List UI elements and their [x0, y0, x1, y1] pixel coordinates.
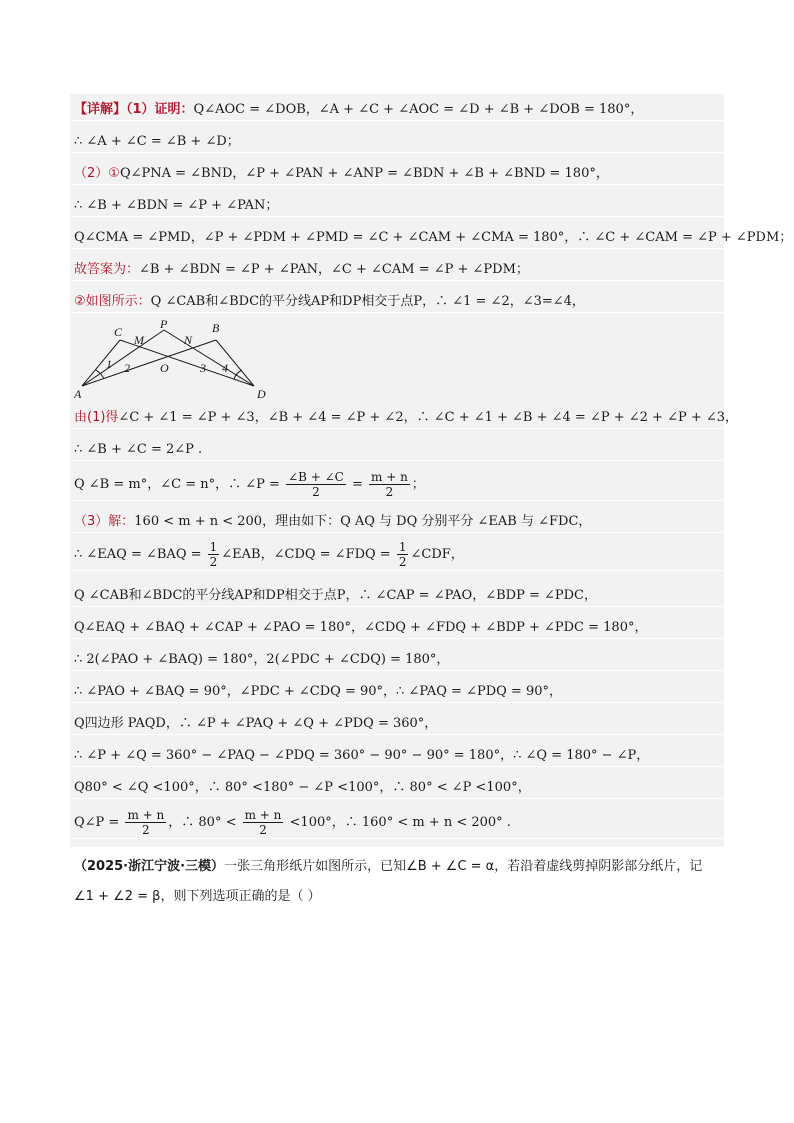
solution-line-20-mid: ，∴ 80° < — [168, 815, 241, 830]
solution-line-8-text: ∠C + ∠1 = ∠P + ∠3，∠B + ∠4 = ∠P + ∠2，∴ ∠C + ∠1 + ∠B + ∠4 = ∠P + ∠2 + ∠P + ∠3， — [118, 410, 739, 425]
solution-line-13 — [70, 586, 724, 607]
solution-line-10 — [70, 470, 724, 501]
question-line-2: ∠1 + ∠2 = β，则下列选项正确的是（ ） — [74, 889, 321, 904]
solution-line-19 — [70, 778, 724, 799]
solution-line-2 — [70, 132, 724, 153]
solution-line-2-text: ∴ ∠A + ∠C = ∠B + ∠D； — [74, 134, 240, 149]
solution-line-1 — [70, 100, 724, 121]
solution-line-8-label: 由(1)得 — [74, 410, 119, 425]
solution-line-20-fraction-1-numerator: m + n — [127, 808, 165, 822]
solution-line-10-fraction-1-denominator: 2 — [312, 485, 320, 499]
solution-line-10-post: ； — [411, 477, 425, 492]
solution-line-12-fraction-1 — [208, 540, 220, 569]
solution-line-10-fraction-2 — [369, 470, 410, 499]
solution-line-12-post: ∠CDF， — [410, 547, 464, 562]
solution-line-6-label: 故答案为： — [74, 262, 140, 277]
solution-line-3 — [70, 164, 724, 185]
solution-line-9-text: ∴ ∠B + ∠C = 2∠P . — [74, 442, 203, 457]
solution-line-11-label: （3）解： — [74, 514, 135, 529]
solution-line-10-fraction-1-numerator: ∠B + ∠C — [288, 470, 344, 484]
solution-line-11 — [70, 512, 724, 533]
solution-line-12-fraction-1-numerator: 1 — [209, 540, 218, 554]
label-angle-4: 4 — [222, 361, 228, 375]
solution-line-10-fraction-1 — [286, 470, 346, 499]
segment-PD — [164, 330, 254, 386]
solution-line-5 — [70, 228, 793, 249]
solution-line-12-fraction-2-denominator: 2 — [398, 555, 407, 569]
solution-line-20-fraction-2 — [243, 808, 284, 837]
solution-line-10-pre: Q ∠B = m°，∠C = n°，∴ ∠P = — [74, 477, 285, 492]
solution-line-11-text: 160 < m + n < 200，理由如下：Q AQ 与 DQ 分别平分 ∠EAB 与 ∠FDC， — [134, 514, 592, 529]
segment-AP — [82, 330, 164, 386]
solution-line-20 — [70, 808, 724, 839]
label-A: A — [74, 387, 82, 401]
solution-line-7 — [70, 292, 724, 313]
solution-line-12-fraction-2 — [397, 540, 409, 569]
solution-line-20-fraction-2-numerator: m + n — [244, 808, 282, 822]
solution-line-5-text: Q∠CMA = ∠PMD，∠P + ∠PDM + ∠PMD = ∠C + ∠CAM + ∠CMA = 180°，∴ ∠C + ∠CAM = ∠P + ∠PDM； — [74, 230, 793, 245]
solution-line-17 — [70, 714, 724, 735]
solution-block — [70, 94, 793, 847]
solution-line-15 — [70, 650, 724, 671]
solution-line-18-text: ∴ ∠P + ∠Q = 360° − ∠PAQ − ∠PDQ = 360° − 90° − 90° = 180°，∴ ∠Q = 180° − ∠P， — [74, 748, 650, 763]
solution-line-15-text: ∴ 2(∠PAO + ∠BAQ) = 180°，2(∠PDC + ∠CDQ) = 180°， — [74, 652, 450, 667]
solution-line-16 — [70, 682, 724, 703]
solution-line-6 — [70, 260, 724, 281]
solution-line-4-text: ∴ ∠B + ∠BDN = ∠P + ∠PAN； — [74, 198, 279, 213]
label-P: P — [160, 318, 168, 331]
solution-line-16-text: ∴ ∠PAO + ∠BAQ = 90°，∠PDC + ∠CDQ = 90°，∴ ∠PAQ = ∠PDQ = 90°， — [74, 684, 563, 699]
label-D: D — [257, 387, 266, 401]
solution-line-8 — [70, 408, 739, 429]
label-N: N — [184, 333, 193, 347]
solution-line-1-label: 【详解】（1）证明： — [74, 102, 194, 117]
solution-line-20-fraction-1 — [125, 808, 166, 837]
solution-line-10-fraction-2-denominator: 2 — [385, 485, 394, 499]
question-source: （2025·浙江宁波·三模） — [74, 859, 225, 874]
label-C: C — [114, 325, 123, 339]
solution-line-19-text: Q80° < ∠Q <100°，∴ 80° <180° − ∠P <100°，∴ 80° < ∠P <100°， — [74, 780, 531, 795]
solution-line-12-pre: ∴ ∠EAQ = ∠BAQ = — [74, 547, 206, 562]
solution-line-20-fraction-2-denominator: 2 — [259, 823, 267, 837]
solution-line-12-fraction-2-numerator: 1 — [398, 540, 407, 554]
solution-line-3-label: （2）① — [74, 166, 120, 181]
solution-line-12-fraction-1-denominator: 2 — [209, 555, 218, 569]
solution-line-20-pre: Q∠P = — [74, 815, 124, 830]
label-O: O — [160, 361, 169, 375]
solution-line-4 — [70, 196, 724, 217]
label-angle-3: 3 — [200, 361, 206, 375]
solution-line-14 — [70, 618, 724, 639]
segment-AB — [82, 340, 216, 386]
solution-line-14-text: Q∠EAQ + ∠BAQ + ∠CAP + ∠PAO = 180°，∠CDQ + ∠FDQ + ∠BDP + ∠PDC = 180°， — [74, 620, 648, 635]
geometry-figure — [74, 318, 270, 402]
next-question — [74, 852, 724, 912]
solution-line-18 — [70, 746, 724, 767]
label-angle-2: 2 — [124, 361, 130, 375]
solution-line-20-post: <100°，∴ 160° < m + n < 200° . — [285, 815, 511, 830]
solution-line-20-fraction-1-denominator: 2 — [142, 823, 150, 837]
solution-line-13-text: Q ∠CAB和∠BDC的平分线AP和DP相交于点P，∴ ∠CAP = ∠PAO，∠BDP = ∠PDC， — [74, 588, 597, 603]
solution-line-10-mid: = — [347, 477, 367, 492]
question-text-1: 一张三角形纸片如图所示，已知∠B + ∠C = α，若沿着虚线剪掉阴影部分纸片，记 — [224, 859, 703, 874]
solution-line-3-text: Q∠PNA = ∠BND，∠P + ∠PAN + ∠ANP = ∠BDN + ∠B + ∠BND = 180°， — [119, 166, 609, 181]
label-B: B — [212, 321, 220, 335]
solution-line-17-text: Q四边形 PAQD，∴ ∠P + ∠PAQ + ∠Q + ∠PDQ = 360°， — [74, 716, 438, 731]
label-angle-1: 1 — [106, 357, 112, 371]
question-line-1 — [74, 852, 724, 882]
solution-line-1-text: Q∠AOC = ∠DOB，∠A + ∠C + ∠AOC = ∠D + ∠B + ∠DOB = 180°， — [193, 102, 644, 117]
solution-line-6-text: ∠B + ∠BDN = ∠P + ∠PAN，∠C + ∠CAM = ∠P + ∠PDM； — [139, 262, 529, 277]
label-M: M — [134, 333, 144, 347]
solution-line-9 — [70, 440, 724, 461]
solution-line-10-fraction-2-numerator: m + n — [371, 470, 408, 484]
solution-line-7-text: Q ∠CAB和∠BDC的平分线AP和DP相交于点P，∴ ∠1 = ∠2，∠3=∠4， — [150, 294, 585, 309]
solution-line-7-label: ②如图所示： — [74, 294, 151, 309]
solution-line-12-mid: ∠EAB，∠CDQ = ∠FDQ = — [221, 547, 395, 562]
solution-line-12 — [70, 540, 724, 571]
